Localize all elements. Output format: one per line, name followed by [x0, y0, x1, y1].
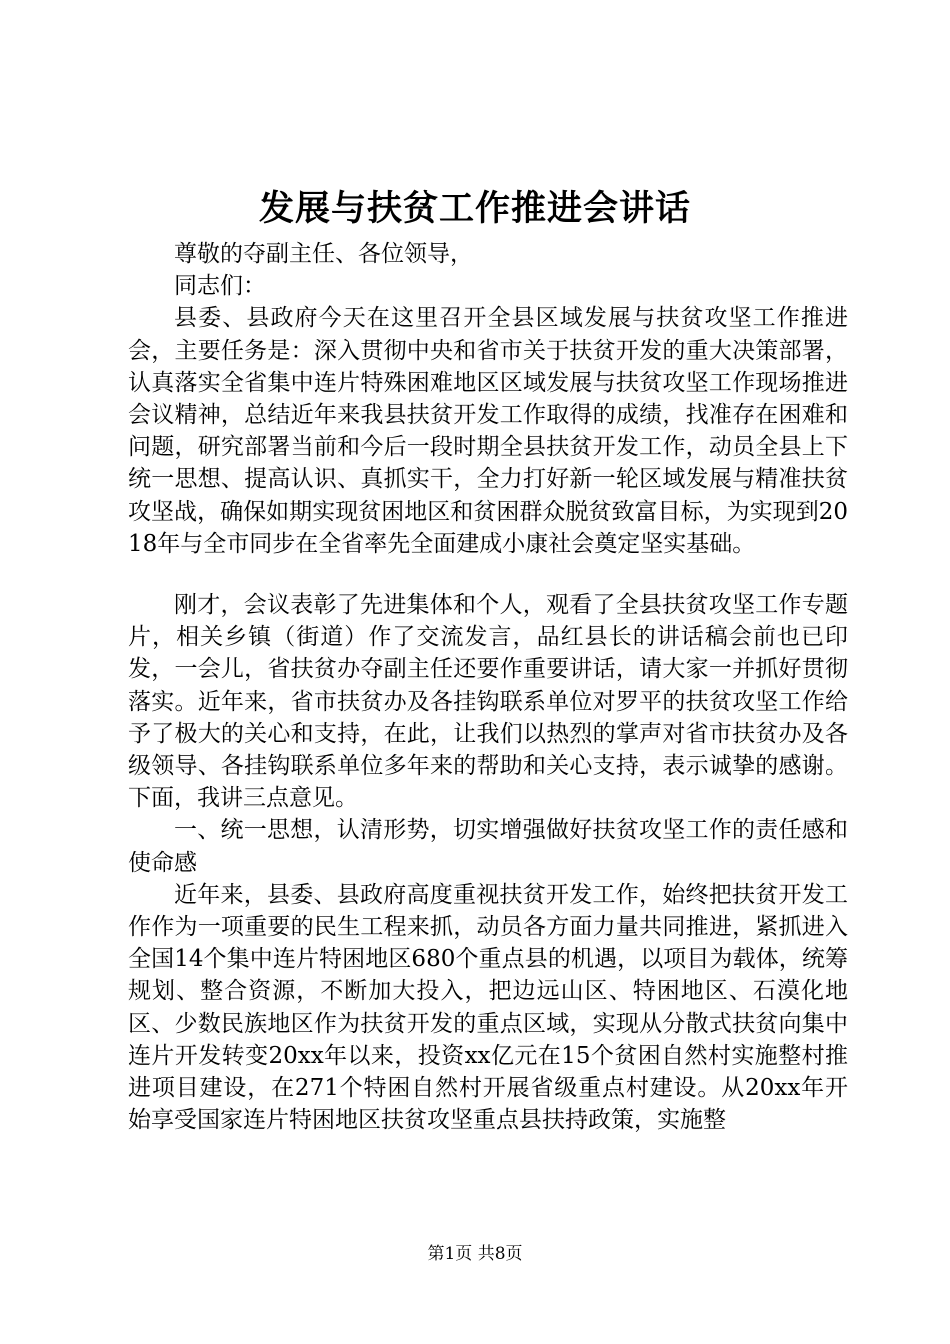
page-number-footer: 第1页 共8页 [427, 1244, 523, 1264]
salutation-paragraph: 尊敬的夺副主任、各位领导， [174, 241, 473, 267]
section-heading: 一、统一思想，认清形势，切实增强做好扶贫攻坚工作的责任感和使命感 [128, 817, 848, 876]
body-paragraph: 近年来，县委、县政府高度重视扶贫开发工作，始终把扶贫开发工作作为一项重要的民生工程来抓，动员各方面力量共同推进，紧抓进入全国14个集中连片特困地区680个重点县的机遇，以项目为载体，统筹规划、整合资源，不断加大投入，把边远山区、特困地区、石漠化地区、少数民族地区作为扶贫开发的重点区域，实现从分散式扶贫向集中连片开发转变20xx年以来，投资xx亿元在15个贫困自然村实施整村推进项目建设，在271个特困自然村开展省级重点村建设。从20xx年开始享受国家连片特困地区扶贫攻坚重点县扶持政策，实施整 [128, 881, 848, 1134]
body-paragraph: 刚才，会议表彰了先进集体和个人，观看了全县扶贫攻坚工作专题片，相关乡镇（街道）作了交流发言，品红县长的讲话稿会前也已印发，一会儿，省扶贫办夺副主任还要作重要讲话，请大家一并抓好贯彻落实。近年来，省市扶贫办及各挂钩联系单位对罗平的扶贫攻坚工作给予了极大的关心和支持，在此，让我们以热烈的掌声对省市扶贫办及各级领导、各挂钩联系单位多年来的帮助和关心支持，表示诚挚的感谢。下面，我讲三点意见。 [128, 592, 848, 812]
salutation-paragraph: 同志们： [174, 273, 266, 300]
document-title: 发展与扶贫工作推进会讲话 [258, 188, 691, 229]
body-paragraph: 县委、县政府今天在这里召开全县区域发展与扶贫攻坚工作推进会，主要任务是：深入贯彻中央和省市关于扶贫开发的重大决策部署，认真落实全省集中连片特殊困难地区区域发展与扶贫攻坚工作现场推进会议精神，总结近年来我县扶贫开发工作取得的成绩，找准存在困难和问题，研究部署当前和今后一段时期全县扶贫开发工作，动员全县上下统一思想、提高认识、真抓实干，全力打好新一轮区域发展与精准扶贫攻坚战，确保如期实现贫困地区和贫困群众脱贫致富目标，为实现到2018年与全市同步在全省率先全面建成小康社会奠定坚实基础。 [128, 305, 848, 557]
document-body [128, 238, 848, 1136]
